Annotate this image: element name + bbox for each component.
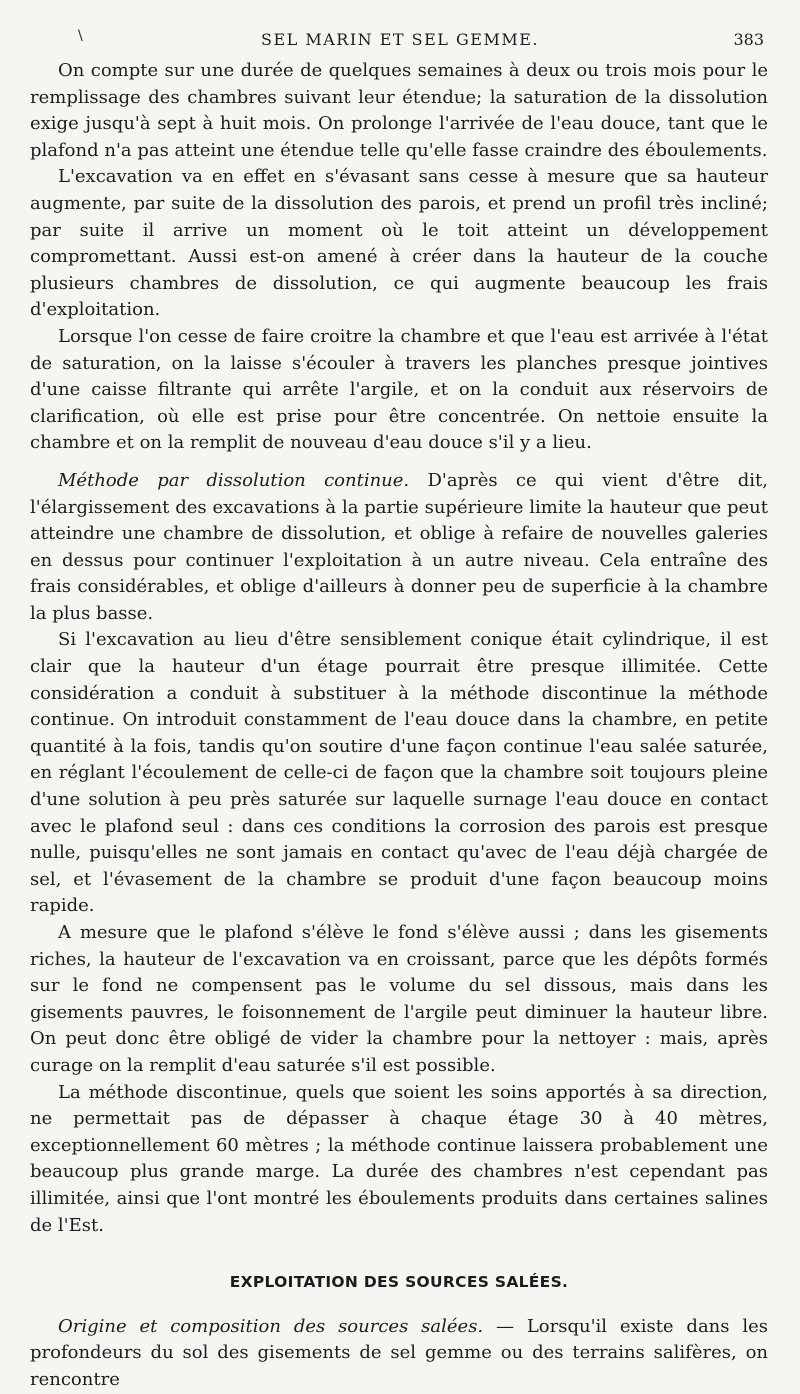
origin-heading: Origine et composition des sources salées. [58, 1315, 484, 1337]
paragraph: L'excavation va en effet en s'évasant sans cesse à mesure que sa hauteur augmente, par suite de la dissolution des parois, et prend un profil très incliné; par suite il arrive un moment où le toit atteint un développement compromettant. Aussi est-on amené à créer dans la hauteur de la couche plusieurs chambres de dissolution, ce qui augmente beaucoup les frais d'exploitation. [30, 166, 768, 321]
running-header [0, 26, 800, 54]
running-title: SEL MARIN ET SEL GEMME. [260, 30, 540, 49]
paragraph: La méthode discontinue, quels que soient les soins apportés à sa direction, ne permettait pas de dépasser à chaque étage 30 à 40 mètres, exceptionnellement 60 mètres ; la méthode continue laissera probablement une beaucoup plus grande marge. La durée des chambres n'est cependant pas illimitée, ainsi que l'ont montré les éboulements produits dans certaines salines de l'Est. [30, 1081, 768, 1236]
page-body [30, 58, 768, 1394]
section-title: EXPLOITATION DES SOURCES SALÉES. [229, 1273, 569, 1292]
margin-mark: \ [78, 28, 83, 44]
origin-text: — Lorsqu'il existe dans les profondeurs du sol des gisements de sel gemme ou des terrains salifères, on rencontre [30, 1315, 768, 1390]
origin-paragraph [30, 1314, 768, 1394]
method-heading: Méthode par dissolution continue. [58, 469, 410, 491]
paragraph: On compte sur une durée de quelques semaines à deux ou trois mois pour le remplissage des chambres suivant leur étendue; la saturation de la dissolution exige jusqu'à sept à huit mois. On prolonge l'arrivée de l'eau douce, tant que le plafond n'a pas atteint une étendue telle qu'elle fasse craindre des éboulements. [30, 60, 768, 161]
page-number: 383 [733, 30, 764, 49]
method-text: D'après ce qui vient d'être dit, l'élargissement des excavations à la partie supérieure limite la hauteur que peut atteindre une chambre de dissolution, et oblige à refaire de nouvelles galeries en dessus pour continuer l'exploitation à un autre niveau. Cela entraîne des frais considérables, et oblige d'ailleurs à donner peu de superficie à la chambre la plus basse. [30, 469, 768, 624]
paragraph: Si l'excavation au lieu d'être sensiblement conique était cylindrique, il est clair que la hauteur d'un étage pourrait être presque illimitée. Cette considération a conduit à substituer à la méthode discontinue la méthode continue. On introduit constamment de l'eau douce dans la chambre, en petite quantité à la fois, tandis qu'on soutire d'une façon continue l'eau salée saturée, en réglant l'écoulement de celle-ci de façon que la chambre soit toujours pleine d'une solution à peu près saturée sur laquelle surnage l'eau douce en contact avec le plafond seul : dans ces conditions la corrosion des parois est presque nulle, puisqu'elles ne sont jamais en contact qu'avec de l'eau déjà chargée de sel, et l'évasement de la chambre se produit d'une façon beaucoup moins rapide. [30, 629, 768, 917]
paragraph: A mesure que le plafond s'élève le fond s'élève aussi ; dans les gisements riches, la hauteur de l'excavation va en croissant, parce que les dépôts formés sur le fond ne compensent pas le volume du sel dissous, mais dans les gisements pauvres, le foisonnement de l'argile peut diminuer la hauteur libre. On peut donc être obligé de vider la chambre pour la nettoyer : mais, après curage on la remplit d'eau saturée s'il est possible. [30, 922, 768, 1076]
method-paragraph [30, 468, 768, 628]
paragraph: Lorsque l'on cesse de faire croitre la chambre et que l'eau est arrivée à l'état de saturation, on la laisse s'écouler à travers les planches presque jointives d'une caisse filtrante qui arrête l'argile, et on la conduit aux réservoirs de clarification, où elle est prise pour être concentrée. On nettoie ensuite la chambre et on la remplit de nouveau d'eau douce s'il y a lieu. [30, 325, 768, 454]
